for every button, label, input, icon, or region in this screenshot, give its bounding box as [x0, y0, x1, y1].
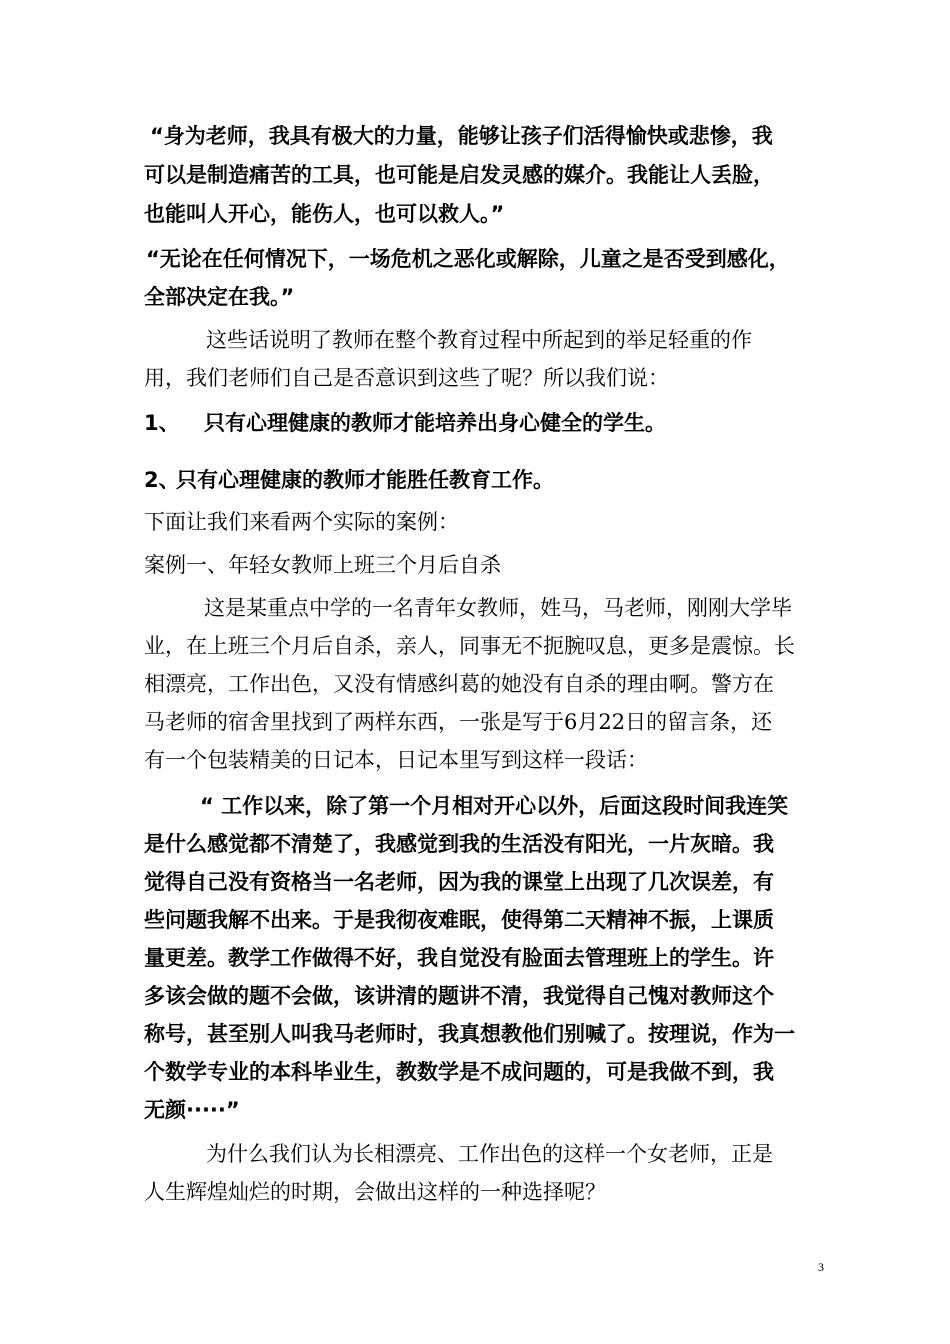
point-text: 只有心理健康的教师才能胜任教育工作。: [176, 468, 554, 492]
point-number: 1、: [144, 411, 180, 435]
case-title: 案例一、年轻女教师上班三个月后自杀: [144, 553, 501, 577]
text-line: “身为老师，我具有极大的力量，能够让孩子们活得愉快或悲惨，我: [150, 124, 773, 148]
text-line: 为什么我们认为长相漂亮、工作出色的这样一个女老师，正是: [206, 1142, 773, 1166]
text-line: 是什么感觉都不清楚了，我感觉到我的生活没有阳光，一片灰暗。我: [144, 832, 774, 856]
text-line: 无颜·····”: [144, 1098, 240, 1122]
text-line: 这些话说明了教师在整个教育过程中所起到的举足轻重的作: [206, 328, 752, 352]
text-line: 有一个包装精美的日记本，日记本里写到这样一段话：: [144, 748, 648, 772]
point-number: 2、: [144, 468, 180, 492]
intro-text: 下面让我们来看两个实际的案例：: [144, 510, 459, 534]
text-line: 量更差。教学工作做得不好，我自觉没有脸面去管理班上的学生。许: [144, 946, 774, 970]
text-line: 马老师的宿舍里找到了两样东西，一张是写于6月22日的留言条，还: [144, 710, 773, 734]
text-line: “无论在任何情况下，一场危机之恶化或解除，儿童之是否受到感化，: [146, 247, 790, 271]
text-line: 个数学专业的本科毕业生，教数学是不成问题的，可是我做不到，我: [144, 1060, 774, 1084]
text-line: 觉得自己没有资格当一名老师，因为我的课堂上出现了几次误差，有: [144, 870, 774, 894]
text-line: 业，在上班三个月后自杀，亲人，同事无不扼腕叹息，更多是震惊。长: [144, 634, 795, 658]
text-line: 人生辉煌灿烂的时期，会做出这样的一种选择呢？: [144, 1180, 606, 1204]
point-text: 只有心理健康的教师才能培养出身心健全的学生。: [204, 411, 666, 435]
text-line: 用，我们老师们自己是否意识到这些了呢？所以我们说：: [144, 366, 669, 390]
text-line: 这是某重点中学的一名青年女教师，姓马，马老师，刚刚大学毕: [204, 596, 792, 620]
text-line: 些问题我解不出来。于是我彻夜难眠，使得第二天精神不振，上课质: [144, 908, 774, 932]
text-line: 可以是制造痛苦的工具，也可能是启发灵感的媒介。我能让人丢脸，: [144, 163, 774, 187]
text-line: 多该会做的题不会做，该讲清的题讲不清，我觉得自己愧对教师这个: [144, 984, 774, 1008]
text-line: 全部决定在我。”: [144, 285, 295, 309]
text-line: “ 工作以来，除了第一个月相对开心以外，后面这段时间我连笑: [200, 794, 789, 818]
text-line: 相漂亮，工作出色，又没有情感纠葛的她没有自杀的理由啊。警方在: [144, 672, 774, 696]
page-number: 3: [818, 1260, 824, 1274]
text-line: 也能叫人开心，能伤人，也可以救人。”: [144, 202, 505, 226]
text-line: 称号，甚至别人叫我马老师时，我真想教他们别喊了。按理说，作为一: [144, 1022, 795, 1046]
